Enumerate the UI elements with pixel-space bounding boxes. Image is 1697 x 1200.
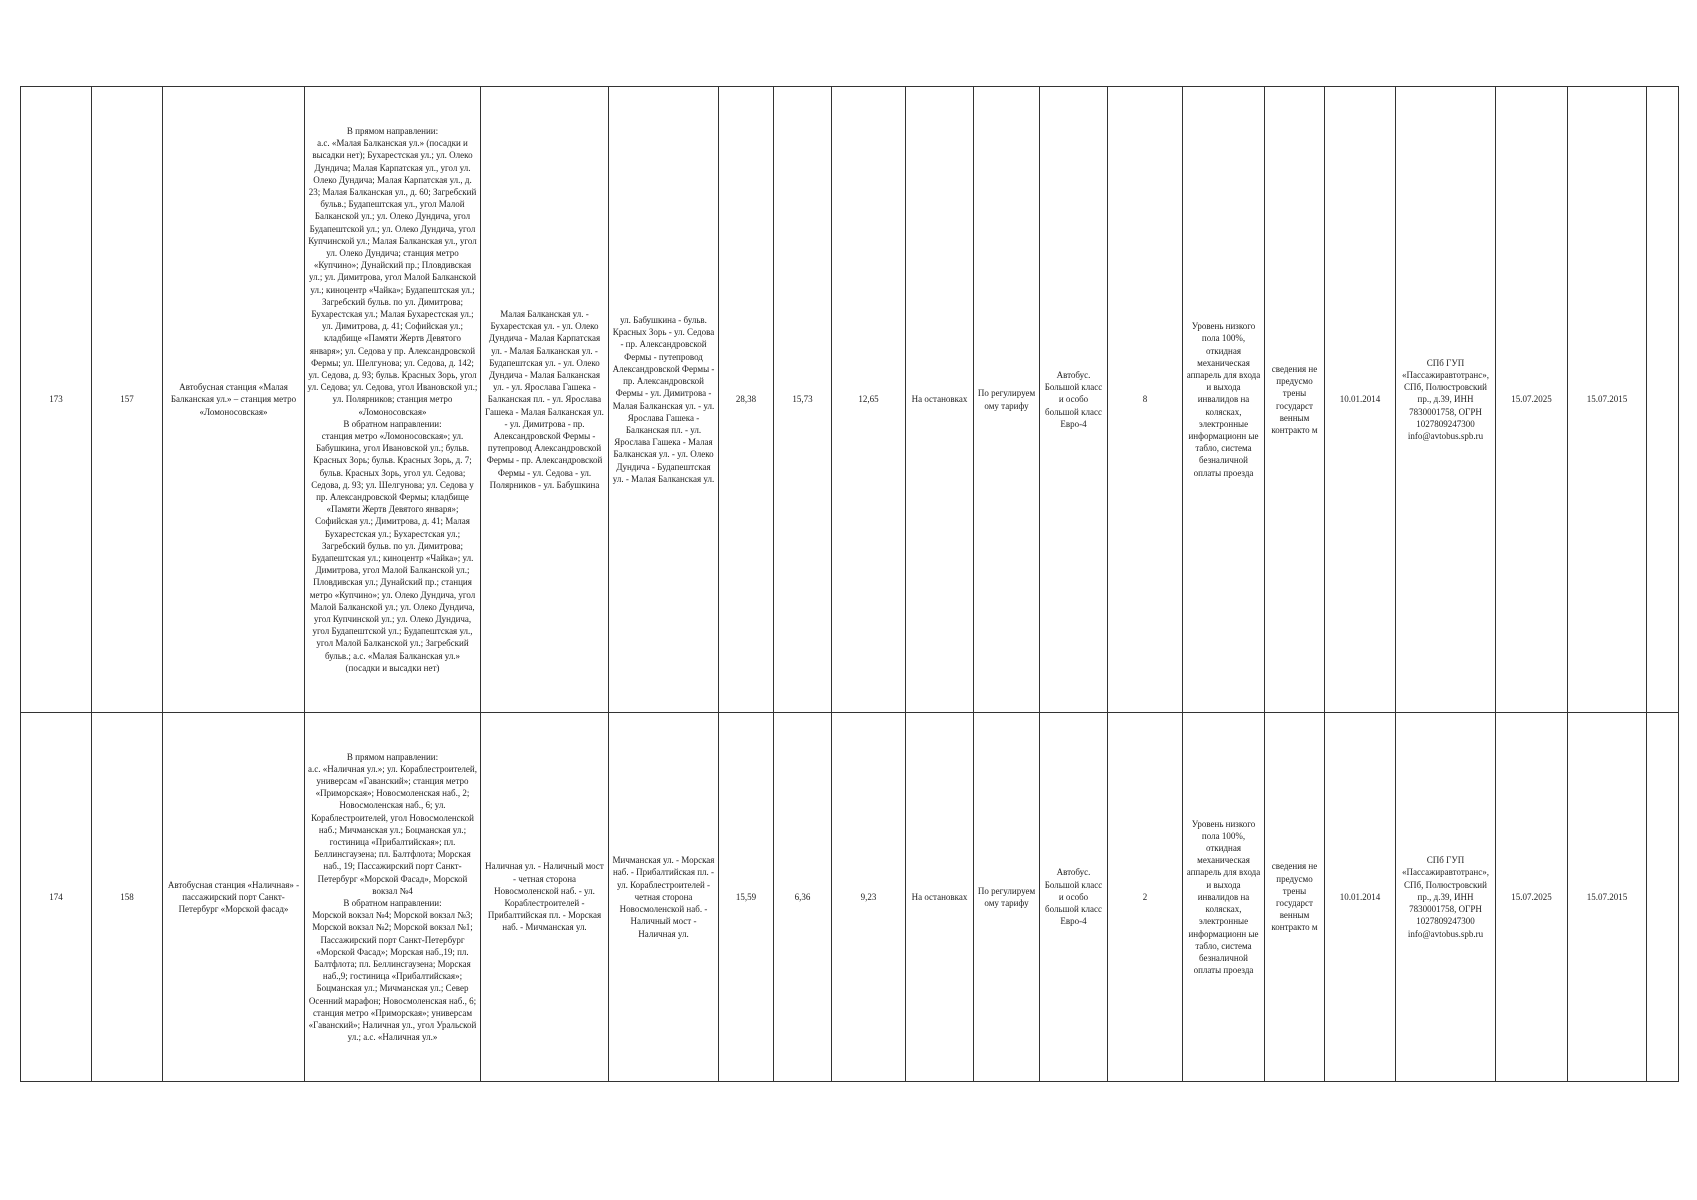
vehicle-count-cell: 2 <box>1108 713 1183 1082</box>
route-length-cell: 28,38 <box>719 87 774 713</box>
contract-date-cell: 15.07.2025 <box>1496 713 1568 1082</box>
vehicle-class-cell: Автобус. Большой класс и особо большой класс Евро-4 <box>1040 87 1108 713</box>
route-name-cell: Автобусная станция «Малая Балканская ул.» – станция метро «Ломоносовская» <box>163 87 305 713</box>
streets-backward-cell: ул. Бабушкина - бульв. Красных Зорь - ул. Седова - пр. Александровской Фермы - путепровод Александровской Фермы - пр. Александровской Фермы - ул. Димитрова - Малая Балканская ул. - ул. Ярослава Гашека - Балканская пл. - ул. Ярослава Гашека - Малая Балканская ул. - ул. Олеко Дундича - Будапештская ул. - Малая Балканская ул. <box>609 87 719 713</box>
vehicle-count-cell: 8 <box>1108 87 1183 713</box>
empty-cell <box>1647 87 1679 713</box>
routes-registry-table <box>20 86 1679 1082</box>
vehicle-features-cell: Уровень низкого пола 100%, откидная механическая аппарель для входа и выхода инвалидов на колясках, электронные информационн ые табло, система безналичной оплаты проезда <box>1183 713 1265 1082</box>
route-number-cell: 158 <box>92 713 163 1082</box>
route-stops-cell: В прямом направлении: а.с. «Наличная ул.»; ул. Кораблестроителей, универсам «Гаванский»; станция метро «Приморская»; Новосмоленская наб., 2; Новосмоленская наб., 6; ул. Кораблестроителей, угол Новосмоленской наб.; Мичманская ул.; Боцманская ул.; гостиница «Прибалтийская»; пл. Беллинсгаузена; пл. Балтфлота; Морская наб., 19; Пассажирский порт Санкт-Петербург «Морской Фасад», Морской вокзал №4 В обратном направлении: Морской вокзал №4; Морской вокзал №3; Морской вокзал №2; Морской вокзал №1; Пассажирский порт Санкт-Петербург «Морской Фасад»; Морская наб.,19; пл. Балтфлота; пл. Беллинсгаузена; Морская наб.,9; гостиница «Прибалтийская»; Боцманская ул.; Мичманская ул.; Север Осенний марафон; Новосмоленская наб., 6; станция метро «Приморская»; универсам «Гаванский»; Наличная ул., угол Уральской ул.; а.с. «Наличная ул.» <box>305 713 481 1082</box>
extra-info-cell: сведения не предусмо трены государст венным контракто м <box>1265 87 1325 713</box>
route-number-cell: 157 <box>92 87 163 713</box>
streets-forward-cell: Малая Балканская ул. - Бухарестская ул. - ул. Олеко Дундича - Малая Карпатская ул. - Малая Балканская ул. - Будапештская ул. - ул. Олеко Дундича - Малая Балканская ул. - ул. Ярослава Гашека - Балканская пл. - ул. Ярослава Гашека - Малая Балканская ул. - ул. Димитрова - пр. Александровской Фермы - путепровод Александровской Фермы - пр. Александровской Фермы - ул. Седова - ул. Полярников - ул. Бабушкина <box>481 87 609 713</box>
extra-info-cell: сведения не предусмо трены государст венным контракто м <box>1265 713 1325 1082</box>
length-backward-cell: 9,23 <box>832 713 906 1082</box>
start-date-cell: 10.01.2014 <box>1325 713 1396 1082</box>
streets-forward-cell: Наличная ул. - Наличный мост - четная сторона Новосмоленской наб. - ул. Кораблестроителей - Прибалтийская пл. - Морская наб. - Мичманская ул. <box>481 713 609 1082</box>
route-name-cell: Автобусная станция «Наличная» - пассажирский порт Санкт-Петербург «Морской фасад» <box>163 713 305 1082</box>
stop-order-cell: На остановках <box>906 713 974 1082</box>
carrier-cell: СПб ГУП «Пассажиравтотранс», СПб, Полюстровский пр., д.39, ИНН 7830001758, ОГРН 1027809247300 info@avtobus.spb.ru <box>1396 87 1496 713</box>
end-date-cell: 15.07.2015 <box>1568 713 1647 1082</box>
row-number-cell: 173 <box>21 87 92 713</box>
vehicle-class-cell: Автобус. Большой класс и особо большой класс Евро-4 <box>1040 713 1108 1082</box>
length-backward-cell: 12,65 <box>832 87 906 713</box>
carrier-cell: СПб ГУП «Пассажиравтотранс», СПб, Полюстровский пр., д.39, ИНН 7830001758, ОГРН 1027809247300 info@avtobus.spb.ru <box>1396 713 1496 1082</box>
route-length-cell: 15,59 <box>719 713 774 1082</box>
tariff-cell: По регулируем ому тарифу <box>974 713 1040 1082</box>
stop-order-cell: На остановках <box>906 87 974 713</box>
vehicle-features-cell: Уровень низкого пола 100%, откидная механическая аппарель для входа и выхода инвалидов на колясках, электронные информационн ые табло, система безналичной оплаты проезда <box>1183 87 1265 713</box>
start-date-cell: 10.01.2014 <box>1325 87 1396 713</box>
table-row <box>21 713 1679 1082</box>
tariff-cell: По регулируем ому тарифу <box>974 87 1040 713</box>
length-forward-cell: 6,36 <box>774 713 832 1082</box>
row-number-cell: 174 <box>21 713 92 1082</box>
route-stops-cell: В прямом направлении: а.с. «Малая Балканская ул.» (посадки и высадки нет); Бухарестская ул.; ул. Олеко Дундича; Малая Карпатская ул., угол ул. Олеко Дундича; Малая Карпатская ул., д. 23; Малая Балканская ул., д. 60; Загребский бульв.; Будапештская ул., угол Малой Балканской ул.; ул. Олеко Дундича, угол Будапештской ул.; ул. Олеко Дундича, угол Купчинской ул.; Малая Балканская ул., угол ул. Олеко Дундича; станция метро «Купчино»; Дунайский пр.; Пловдивская ул.; ул. Димитрова, угол Малой Балканской ул.; киноцентр «Чайка»; Будапештская ул.; Загребский бульв. по ул. Димитрова; Бухарестская ул.; Малая Бухарестская ул.; ул. Димитрова, д. 41; Софийская ул.; кладбище «Памяти Жертв Девятого января»; ул. Седова у пр. Александровской Фермы; ул. Шелгунова; ул. Седова, д. 142; ул. Седова, д. 93; бульв. Красных Зорь, угол ул. Седова; ул. Седова, угол Ивановской ул.; ул. Полярников; станция метро «Ломоносовская» В обратном направлении: станция метро «Ломоносовская»; ул. Бабушкина, угол Ивановской ул.; бульв. Красных Зорь; бульв. Красных Зорь, д. 7; бульв. Красных Зорь, угол ул. Седова; Седова, д. 93; ул. Шелгунова; ул. Седова у пр. Александровской Фермы; кладбище «Памяти Жертв Девятого января»; Софийская ул.; Димитрова, д. 41; Малая Бухарестская ул.; Бухарестская ул.; Загребский бульв. по ул. Димитрова; Будапештская ул.; киноцентр «Чайка»; ул. Димитрова, угол Малой Балканской ул.; Пловдивская ул.; Дунайский пр.; станция метро «Купчино»; ул. Олеко Дундича, угол Малой Балканской ул.; ул. Олеко Дундича, угол Купчинской ул.; ул. Олеко Дундича, угол Будапештской ул.; Будапештская ул., угол Малой Балканской ул.; Загребский бульв.; а.с. «Малая Балканская ул.» (посадки и высадки нет) <box>305 87 481 713</box>
empty-cell <box>1647 713 1679 1082</box>
end-date-cell: 15.07.2015 <box>1568 87 1647 713</box>
length-forward-cell: 15,73 <box>774 87 832 713</box>
streets-backward-cell: Мичманская ул. - Морская наб. - Прибалтийская пл. - ул. Кораблестроителей - четная сторона Новосмоленской наб. - Наличный мост - Наличная ул. <box>609 713 719 1082</box>
table-row <box>21 87 1679 713</box>
contract-date-cell: 15.07.2025 <box>1496 87 1568 713</box>
